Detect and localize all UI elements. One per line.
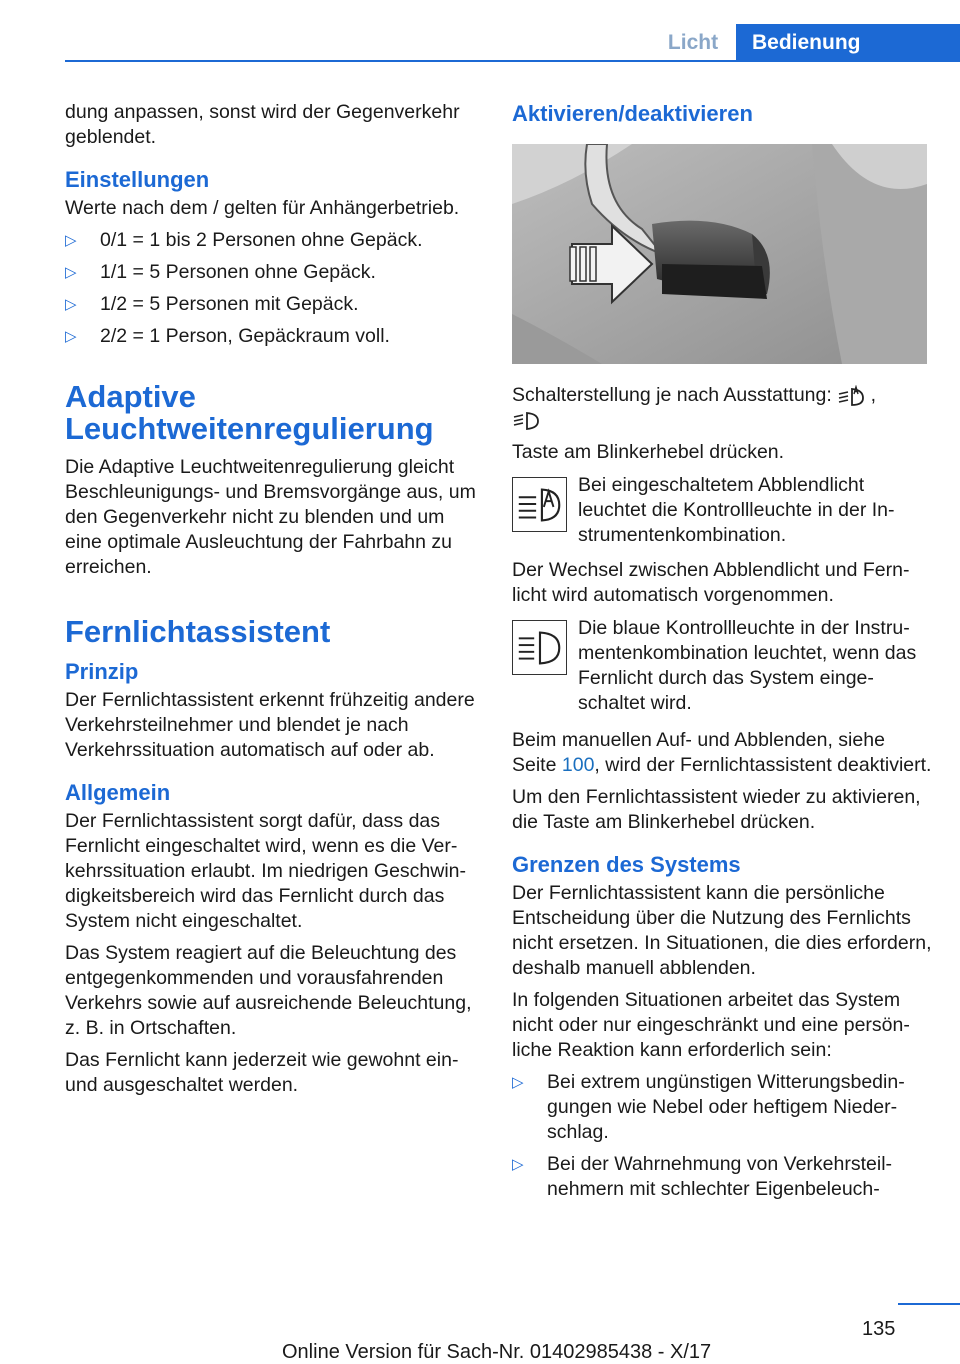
manuell-text: Beim manuellen Auf- und Abblenden, siehe Seite 100, wird der Fernlichtassistent deaktiviert.	[512, 729, 932, 776]
taste-text: Taste am Blinkerhebel drücken.	[512, 441, 785, 463]
list-item: ▷ 0/1 = 1 bis 2 Personen ohne Gepäck.	[65, 229, 423, 251]
high-beam-icon	[512, 410, 540, 432]
triangle-bullet-icon: ▷	[512, 1156, 524, 1173]
assist-indicator-icon	[512, 477, 567, 532]
grenzen-text-2: In folgenden Situationen arbeitet das System nicht oder nur eingeschränkt und eine persönliche Reaktion kann erforderlich sein:	[512, 989, 910, 1061]
grenzen-heading: Grenzen des Systems	[512, 852, 741, 877]
note-blaue-kontrollleuchte: Die blaue Kontrollleuchte in der Instrumentenkombination leuchtet, wenn das Fernlicht durch das System eingeschaltet wird.	[512, 616, 932, 716]
tab-licht[interactable]: Licht	[667, 31, 719, 54]
triangle-bullet-icon: ▷	[512, 1074, 524, 1091]
page-number: 135	[862, 1318, 896, 1340]
schalter-text: Schalterstellung je nach Ausstattung: ,	[512, 383, 932, 433]
prinzip-heading: Prinzip	[65, 659, 139, 684]
tab-bedienung[interactable]: Bedienung	[736, 24, 960, 62]
list-item: ▷ 1/2 = 5 Personen mit Gepäck.	[65, 293, 359, 315]
online-version-text: Online Version für Sach-Nr. 01402985438 - X/17	[282, 1341, 712, 1363]
allgemein-text-1: Der Fernlichtassistent sorgt dafür, dass das Fernlicht eingeschaltet wird, wenn es die Verkehrssituation erlaubt. Im niedrigen Geschwindigkeitsbereich wird das Fernlicht durch das System nicht eingeschaltet.	[65, 810, 467, 932]
triangle-bullet-icon: ▷	[65, 328, 77, 345]
einstellungen-heading: Einstellungen	[65, 167, 210, 192]
grenzen-text-1: Der Fernlichtassistent kann die persönliche Entscheidung über die Nutzung des Fernlichts nicht ersetzen. In Situationen, die dies erfordern, deshalb manuell abblenden.	[512, 882, 932, 979]
high-beam-assist-icon	[837, 385, 865, 407]
wechsel-text: Der Wechsel zwischen Abblendlicht und Fernlicht wird automatisch vorgenommen.	[512, 559, 910, 606]
left-column	[65, 100, 477, 1105]
fernlicht-heading: Fernlichtassistent	[65, 614, 331, 649]
prinzip-text: Der Fernlichtassistent erkennt frühzeitig andere Verkehrsteilnehmer und blendet je nach Verkehrssituation automatisch auf oder ab.	[65, 689, 475, 761]
grenzen-list	[512, 1070, 932, 1202]
list-item: ▷ 2/2 = 1 Person, Gepäckraum voll.	[65, 325, 390, 347]
page-link-100[interactable]: 100	[561, 754, 595, 776]
adaptive-text: Die Adaptive Leuchtweitenregulierung gleicht Beschleunigungs- und Bremsvorgänge aus, um den Gegenverkehr nicht zu blenden und um eine optimale Ausleuchtung der Fahrbahn zu erreichen.	[65, 456, 476, 578]
high-beam-indicator-icon	[512, 620, 567, 675]
list-item: ▷ Bei extrem ungünstigen Witterungsbedingungen wie Nebel oder heftigem Niederschlag.	[512, 1071, 905, 1143]
triangle-bullet-icon: ▷	[65, 264, 77, 281]
header-rule	[65, 60, 960, 62]
aktivieren-heading: Aktivieren/deaktivieren	[512, 101, 753, 126]
list-item: ▷ Bei der Wahrnehmung von Verkehrsteilnehmern mit schlechter Eigenbeleuch-	[512, 1153, 893, 1200]
einstellungen-list	[65, 228, 477, 349]
allgemein-text-2: Das System reagiert auf die Beleuchtung des entgegenkommenden und vorausfahrenden Verkehrs sowie auf ausreichende Beleuchtung, z. B. in Ortschaften.	[65, 942, 472, 1039]
right-column	[512, 100, 932, 1209]
wieder-text: Um den Fernlichtassistent wieder zu aktivieren, die Taste am Blinkerhebel drücken.	[512, 786, 921, 833]
blinker-lever-figure	[512, 144, 927, 364]
list-item: ▷ 1/1 = 5 Personen ohne Gepäck.	[65, 261, 376, 283]
einstellungen-text: Werte nach dem / gelten für Anhängerbetrieb.	[65, 197, 460, 219]
footer-rule	[898, 1303, 960, 1305]
triangle-bullet-icon: ▷	[65, 232, 77, 249]
allgemein-heading: Allgemein	[65, 780, 171, 805]
adaptive-heading: Adaptive Leuchtweitenregulierung	[65, 379, 434, 446]
intro-text: dung anpassen, sonst wird der Gegenverkehr geblendet.	[65, 101, 460, 148]
allgemein-text-3: Das Fernlicht kann jederzeit wie gewohnt ein- und ausgeschaltet werden.	[65, 1049, 459, 1096]
triangle-bullet-icon: ▷	[65, 296, 77, 313]
note-kontrollleuchte: Bei eingeschaltetem Abblendlicht leuchtet die Kontrollleuchte in der Instrumentenkombination.	[512, 473, 932, 548]
